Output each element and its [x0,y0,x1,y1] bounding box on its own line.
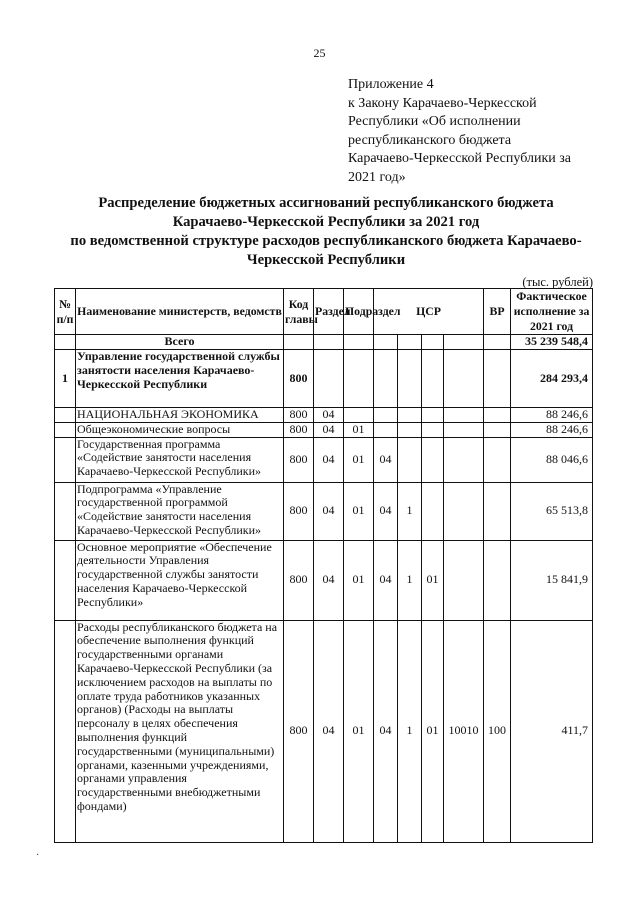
total-label: Всего [76,335,284,350]
appendix-line: Карачаево-Черкесской Республики за [348,151,571,166]
row-csr-1: 04 [374,540,398,620]
row-podrazdel: 01 [344,437,374,482]
budget-table [54,288,593,843]
row-code: 800 [284,408,314,423]
row-number [55,620,76,842]
row-razdel: 04 [314,422,344,437]
row-csr-4 [444,422,484,437]
units-label: (тыс. рублей) [522,275,593,289]
row-csr-3 [422,350,444,408]
row-csr-3 [422,482,444,540]
appendix-line: 2021 год» [348,169,406,185]
row-value: 284 293,4 [511,350,593,408]
table-row [55,408,593,423]
title-line: по ведомственной структуре расходов республиканского бюджета Карачаево- [70,233,582,249]
row-podrazdel: 01 [344,620,374,842]
title-line: Черкесской Республики [246,252,406,268]
row-number [55,422,76,437]
row-number [55,437,76,482]
header-fact: Фактическое исполнение за 2021 год [511,289,593,335]
row-csr-4 [444,482,484,540]
row-number [55,540,76,620]
row-csr-3 [422,437,444,482]
table-row [55,422,593,437]
row-csr-3: 01 [422,540,444,620]
appendix-line: республиканского бюджета [348,132,512,148]
row-vr [484,422,511,437]
row-csr-3: 01 [422,620,444,842]
row-csr-1: 04 [374,482,398,540]
row-name: Общеэкономические вопросы [76,422,284,437]
table-row [55,540,593,620]
row-name: Государственная программа «Содействие занятости населения Карачаево-Черкесской Республики» [76,437,284,482]
row-csr-1 [374,422,398,437]
title-line: Распределение бюджетных ассигнований республиканского бюджета [98,195,554,211]
row-vr [484,540,511,620]
row-csr-2 [398,350,422,408]
title-line: Карачаево-Черкесской Республики за 2021 год [172,214,480,230]
row-value: 88 246,6 [511,408,593,423]
row-podrazdel: 01 [344,422,374,437]
header-name: Наименование министерств, ведомств [76,289,284,335]
row-razdel: 04 [314,482,344,540]
row-csr-2: 1 [398,620,422,842]
row-number [55,482,76,540]
row-csr-1: 04 [374,620,398,842]
row-podrazdel [344,408,374,423]
row-csr-2 [398,437,422,482]
row-vr [484,350,511,408]
header-vr: ВР [484,289,511,335]
appendix-line: к Закону Карачаево-Черкесской [348,95,537,111]
table-row [55,482,593,540]
header-razdel: Раздел [314,289,344,335]
row-csr-1 [374,408,398,423]
row-csr-4 [444,350,484,408]
row-number: 1 [55,350,76,408]
row-code: 800 [284,620,314,842]
row-razdel: 04 [314,620,344,842]
row-csr-2: 1 [398,540,422,620]
table-row [55,620,593,842]
row-code: 800 [284,437,314,482]
row-razdel: 04 [314,437,344,482]
row-code: 800 [284,482,314,540]
row-podrazdel: 01 [344,482,374,540]
header-row [55,289,593,335]
appendix-note [348,76,608,187]
row-razdel: 04 [314,540,344,620]
row-csr-1 [374,350,398,408]
document-title [40,194,612,270]
row-vr [484,437,511,482]
row-csr-4 [444,437,484,482]
row-csr-2 [398,422,422,437]
header-csr: ЦСР [374,289,484,335]
header-num: № п/п [55,289,76,335]
page-number: 25 [313,46,326,60]
row-name: НАЦИОНАЛЬНАЯ ЭКОНОМИКА [76,408,284,423]
row-code: 800 [284,540,314,620]
row-value: 65 513,8 [511,482,593,540]
scan-dot: · [36,850,40,861]
table-row [55,437,593,482]
row-vr [484,408,511,423]
row-csr-4 [444,540,484,620]
total-row [55,335,593,350]
row-code: 800 [284,422,314,437]
row-csr-2 [398,408,422,423]
row-csr-2: 1 [398,482,422,540]
appendix-line: Приложение 4 [348,77,434,92]
row-csr-1: 04 [374,437,398,482]
row-name: Подпрограмма «Управление государственной программой «Содействие занятости населения Карачаево-Черкесской Республики» [76,482,284,540]
total-value: 35 239 548,4 [511,335,593,350]
row-code: 800 [284,350,314,408]
header-code: Код главы [284,289,314,335]
row-csr-4: 10010 [444,620,484,842]
row-number [55,408,76,423]
row-podrazdel: 01 [344,540,374,620]
row-razdel [314,350,344,408]
row-vr: 100 [484,620,511,842]
row-csr-4 [444,408,484,423]
row-value: 411,7 [511,620,593,842]
table-row [55,350,593,408]
row-value: 15 841,9 [511,540,593,620]
row-razdel: 04 [314,408,344,423]
row-csr-3 [422,422,444,437]
row-vr [484,482,511,540]
row-name: Основное мероприятие «Обеспечение деятельности Управления государственной службы занятости населения Карачаево-Черкесской Республики» [76,540,284,620]
row-name: Управление государственной службы занятости населения Карачаево-Черкесской Республики [76,350,284,408]
row-value: 88 246,6 [511,422,593,437]
row-podrazdel [344,350,374,408]
row-value: 88 046,6 [511,437,593,482]
appendix-line: Республики «Об исполнении [348,114,521,129]
header-podrazdel: Подраздел [344,289,374,335]
row-csr-3 [422,408,444,423]
row-name: Расходы республиканского бюджета на обеспечение выполнения функций государственными органами Карачаево-Черкесской Республики (за исключением расходов на выплаты по оплате труда работников указанных органов) (Расходы на выплаты персоналу в целях обеспечения выполнения функций государственными (муниципальными) органами, казенными учреждениями, органами управления государственными внебюджетными фондами) [76,620,284,842]
